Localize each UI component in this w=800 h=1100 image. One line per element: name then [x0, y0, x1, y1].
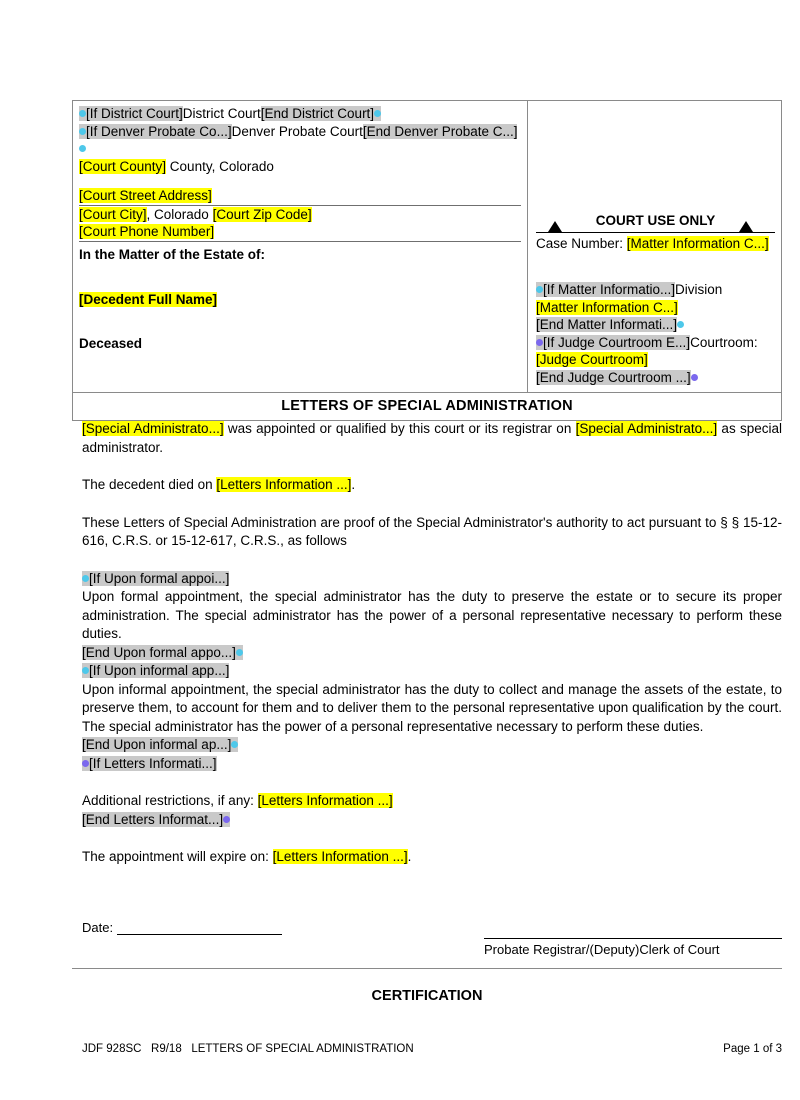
if-letters-information-marker[interactable]: [82, 756, 217, 771]
footer-form-info: [82, 1043, 414, 1055]
if-judge-courtroom-marker[interactable]: [536, 335, 690, 350]
court-city-line: [79, 206, 521, 224]
court-info-cell: [73, 101, 528, 392]
court-zip-code-field[interactable]: [Court Zip Code]: [212, 206, 312, 222]
date-signature-line[interactable]: [117, 923, 282, 935]
estate-of-label: In the Matter of the Estate of:: [79, 246, 266, 262]
informal-end-marker-line: [82, 736, 782, 755]
restrictions-if-marker-line: [82, 755, 782, 774]
district-court-text: District Court: [182, 106, 261, 121]
end-letters-information-label: [End Letters Informat...]: [82, 811, 224, 827]
restrictions-paragraph: [82, 792, 782, 811]
condition-dot-icon: [223, 816, 230, 823]
court-city-field[interactable]: [Court City]: [79, 206, 147, 222]
authority-paragraph: These Letters of Special Administration are proof of the Special Administrator's authority to act pursuant to § § 15-12-616, C.R.S. or 15-12-617, C.R.S., as follows: [82, 514, 782, 548]
end-matter-information-marker[interactable]: [End Matter Informati...]: [536, 317, 678, 332]
end-informal-appointment-marker[interactable]: [82, 737, 238, 752]
court-use-only-bar: [536, 232, 775, 233]
end-judge-courtroom-marker[interactable]: [End Judge Courtroom ...]: [536, 369, 691, 385]
death-date-label: The decedent died on: [82, 477, 217, 492]
formal-appointment-paragraph: Upon formal appointment, the special administrator has the duty to preserve the estate or to secure its proper administration. The special administrator has the power of a personal representative necessary to perform these duties.: [82, 589, 782, 641]
case-number-label: Case Number:: [536, 236, 627, 251]
footer-form-title: LETTERS OF SPECIAL ADMINISTRATION: [191, 1043, 414, 1055]
end-denver-probate-marker[interactable]: [End Denver Probate C...]: [362, 123, 518, 139]
if-district-court-label: [If District Court]: [86, 106, 183, 121]
denver-probate-court-text: Denver Probate Court: [231, 123, 363, 139]
certification-separator-rule: [72, 968, 782, 969]
footer-form-id: JDF 928SC R9/18: [82, 1043, 182, 1055]
court-phone-number-field[interactable]: [Court Phone Number]: [79, 224, 215, 239]
restrictions-field[interactable]: [Letters Information ...]: [257, 793, 393, 808]
case-number-field[interactable]: [Matter Information C...]: [626, 236, 769, 251]
page-footer: [82, 1043, 782, 1055]
date-label: Date:: [82, 920, 114, 935]
deceased-label: Deceased: [79, 335, 143, 351]
if-informal-appointment-marker[interactable]: [82, 663, 229, 678]
if-judge-courtroom-label: [If Judge Courtroom E...]: [543, 334, 691, 350]
court-street-address-field[interactable]: [Court Street Address]: [79, 188, 212, 203]
appointment-text-end: as special administrator.: [82, 421, 782, 455]
registrar-signature-line[interactable]: [484, 920, 782, 939]
court-phone-line: [79, 223, 521, 241]
special-administrator-name-field[interactable]: [Special Administrato...]: [82, 421, 224, 436]
death-date-period: .: [351, 477, 356, 492]
condition-dot-icon: [82, 760, 89, 767]
triangle-marker-right-icon: [739, 221, 753, 232]
court-use-only-cell: [528, 101, 781, 392]
spacer: [82, 457, 782, 476]
if-denver-probate-label: [If Denver Probate Co...]: [86, 123, 232, 139]
document-body: [82, 420, 782, 867]
document-title: LETTERS OF SPECIAL ADMINISTRATION: [73, 392, 781, 420]
death-date-paragraph: [82, 476, 782, 495]
signature-area: [82, 920, 782, 957]
spacer: [82, 551, 782, 570]
spacer: [82, 829, 782, 848]
formal-if-marker-line: [82, 570, 782, 589]
county-suffix-text: County, Colorado: [166, 158, 274, 174]
expiration-paragraph: [82, 848, 782, 867]
court-use-only-heading: COURT USE ONLY: [595, 213, 716, 228]
condition-dot-icon: [374, 110, 381, 117]
court-type-line: [79, 105, 521, 158]
if-letters-information-label: [If Letters Informati...]: [89, 755, 217, 771]
county-line: [79, 158, 521, 176]
court-address-block: [79, 187, 521, 242]
court-street-line: [79, 187, 521, 205]
court-county-field[interactable]: [Court County]: [79, 158, 167, 174]
if-informal-appointment-label: [If Upon informal app...]: [89, 663, 230, 678]
condition-dot-icon: [82, 667, 89, 674]
death-date-field[interactable]: [Letters Information ...]: [216, 477, 352, 492]
division-label: Division: [675, 282, 723, 297]
if-matter-information-marker[interactable]: [536, 282, 675, 297]
division-courtroom-block: [536, 281, 775, 386]
end-formal-appointment-label: [End Upon formal appo...]: [82, 644, 236, 660]
case-number-line: [536, 235, 775, 253]
informal-if-marker-line: [82, 662, 782, 681]
spacer: [82, 495, 782, 514]
phone-divider-rule: [79, 241, 521, 242]
footer-page-number: Page 1 of 3: [723, 1043, 782, 1055]
if-formal-appointment-marker[interactable]: [82, 571, 229, 586]
registrar-caption: Probate Registrar/(Deputy)Clerk of Court: [484, 942, 720, 957]
if-formal-appointment-label: [If Upon formal appoi...]: [89, 570, 230, 586]
condition-dot-icon: [79, 128, 86, 135]
condition-dot-icon: [691, 374, 698, 381]
end-informal-appointment-label: [End Upon informal ap...]: [82, 737, 232, 752]
registrar-signature-block: [484, 920, 782, 957]
informal-appointment-paragraph: Upon informal appointment, the special administrator has the duty to collect and manage the assets of the estate, to preserve them, to account for them and to deliver them to the personal representative upon qualification by the court. The special administrator has the power of a personal representative necessary to perform these duties.: [82, 681, 782, 734]
triangle-marker-left-icon: [548, 221, 562, 232]
formal-end-marker-line: [82, 644, 782, 663]
city-suffix-text: , Colorado: [146, 206, 213, 222]
special-administrator-date-field[interactable]: [Special Administrato...]: [575, 421, 718, 436]
appointment-paragraph: [82, 420, 782, 457]
condition-dot-icon: [79, 145, 86, 152]
condition-dot-icon: [231, 741, 238, 748]
certification-heading: CERTIFICATION: [371, 988, 483, 1004]
courtroom-field[interactable]: [Judge Courtroom]: [536, 352, 648, 367]
end-formal-appointment-marker[interactable]: [82, 645, 243, 660]
condition-dot-icon: [236, 649, 243, 656]
caption-table: [72, 100, 782, 421]
spacer: [82, 773, 782, 792]
if-district-court-marker[interactable]: [79, 106, 183, 121]
condition-dot-icon: [677, 321, 684, 328]
caption-table-row: [73, 101, 781, 392]
expiration-field[interactable]: [Letters Information ...]: [272, 849, 408, 864]
if-matter-information-label: [If Matter Informatio...]: [543, 282, 676, 297]
denver-probate-open-dot[interactable]: [374, 106, 381, 121]
decedent-full-name-field[interactable]: [Decedent Full Name]: [79, 291, 218, 307]
condition-dot-icon: [536, 286, 543, 293]
courtroom-label: Courtroom:: [690, 334, 758, 350]
decedent-name-line: [79, 292, 521, 307]
condition-dot-icon: [536, 339, 543, 346]
condition-dot-icon: [79, 110, 86, 117]
restrictions-label: Additional restrictions, if any:: [82, 793, 258, 808]
restrictions-end-marker-line: [82, 811, 782, 830]
end-letters-information-marker[interactable]: [82, 812, 230, 827]
expiration-period: .: [407, 849, 412, 864]
expiration-label: The appointment will expire on:: [82, 849, 273, 864]
appointment-text-mid: was appointed or qualified by this court or its registrar on: [223, 421, 576, 436]
division-field[interactable]: [Matter Information C...]: [536, 299, 678, 315]
end-district-court-marker[interactable]: [End District Court]: [260, 106, 375, 121]
if-denver-probate-marker[interactable]: [79, 124, 232, 139]
condition-dot-icon: [82, 575, 89, 582]
